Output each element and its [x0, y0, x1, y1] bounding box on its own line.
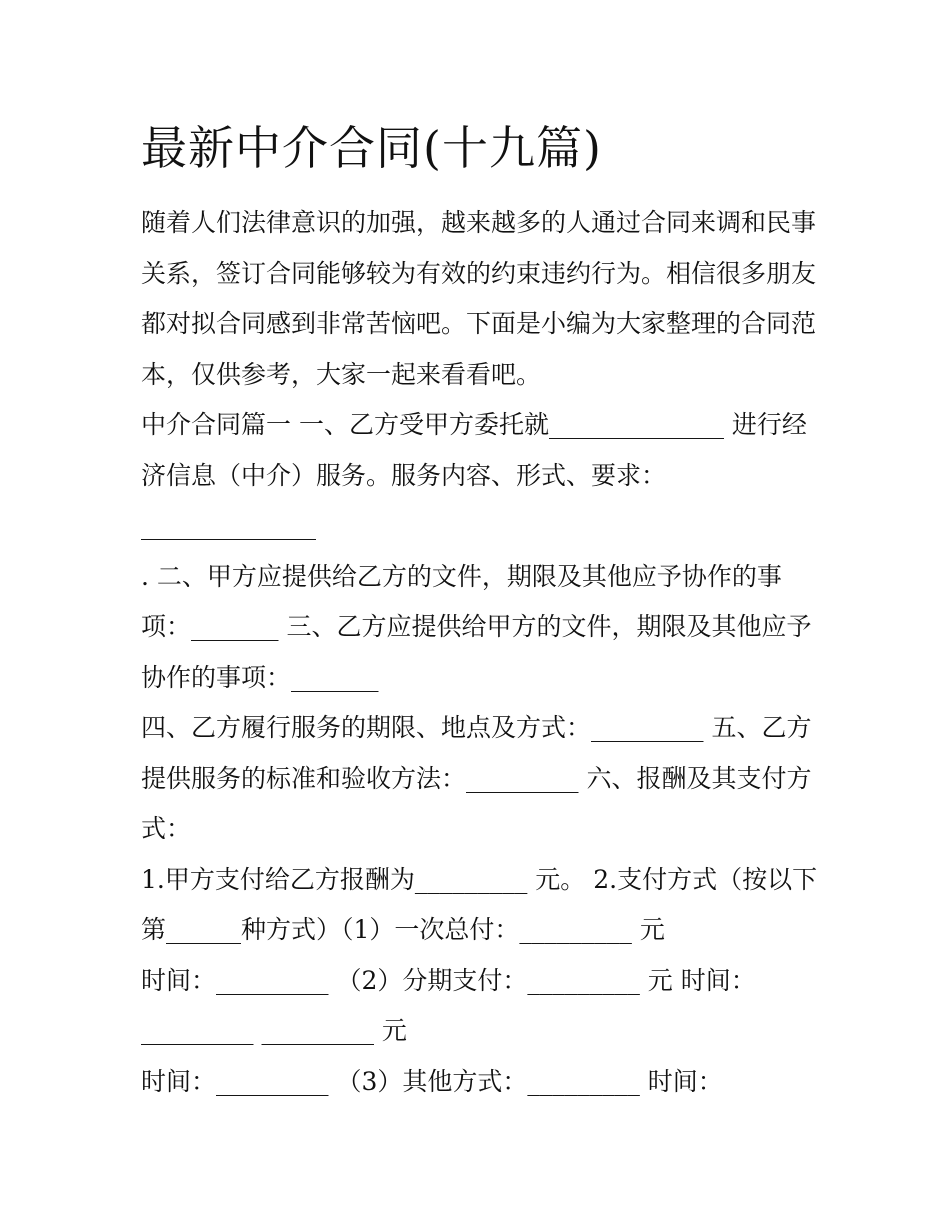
text-line: 关系，签订合同能够较为有效的约束违约行为。相信很多朋友 — [141, 258, 817, 288]
text-line: 时间：_________ （2）分期支付：_________ 元 时间： — [141, 965, 756, 995]
text-line: 中介合同篇一 一、乙方受甲方委托就______________ 进行经 — [141, 410, 807, 439]
text-line: _________ _________ 元 — [141, 1016, 407, 1045]
text-line: 随着人们法律意识的加强，越来越多的人通过合同来调和民事 — [141, 208, 817, 237]
text-line: ______________ — [141, 511, 316, 540]
text-line: 都对拟合同感到非常苦恼吧。下面是小编为大家整理的合同范 — [141, 309, 817, 338]
document-text — [141, 198, 821, 1107]
text-line: 式： — [141, 814, 192, 843]
text-line: . 二、甲方应提供给乙方的文件，期限及其他应予协作的事 — [141, 561, 782, 591]
document-title: 最新中介合同(十九篇) — [141, 121, 602, 175]
text-line: 1.甲方支付给乙方报酬为_________ 元。 2.支付方式（按以下 — [141, 864, 818, 894]
text-line: 时间：_________ （3）其他方式：_________ 时间： — [141, 1066, 723, 1096]
text-line: 第______种方式）（1）一次总付：_________ 元 — [141, 915, 665, 944]
text-line: 四、乙方履行服务的期限、地点及方式：_________ 五、乙方 — [141, 713, 812, 742]
document-body — [141, 112, 821, 1107]
text-line: 济信息（中介）服务。服务内容、形式、要求： — [141, 460, 667, 490]
text-line: 协作的事项：_______ — [141, 662, 379, 692]
text-line: 本，仅供参考，大家一起来看看吧。 — [141, 359, 542, 389]
text-line: 提供服务的标准和验收方法：_________ 六、报酬及其支付方 — [141, 763, 812, 793]
text-line: 项：_______ 三、乙方应提供给甲方的文件，期限及其他应予 — [141, 612, 812, 641]
